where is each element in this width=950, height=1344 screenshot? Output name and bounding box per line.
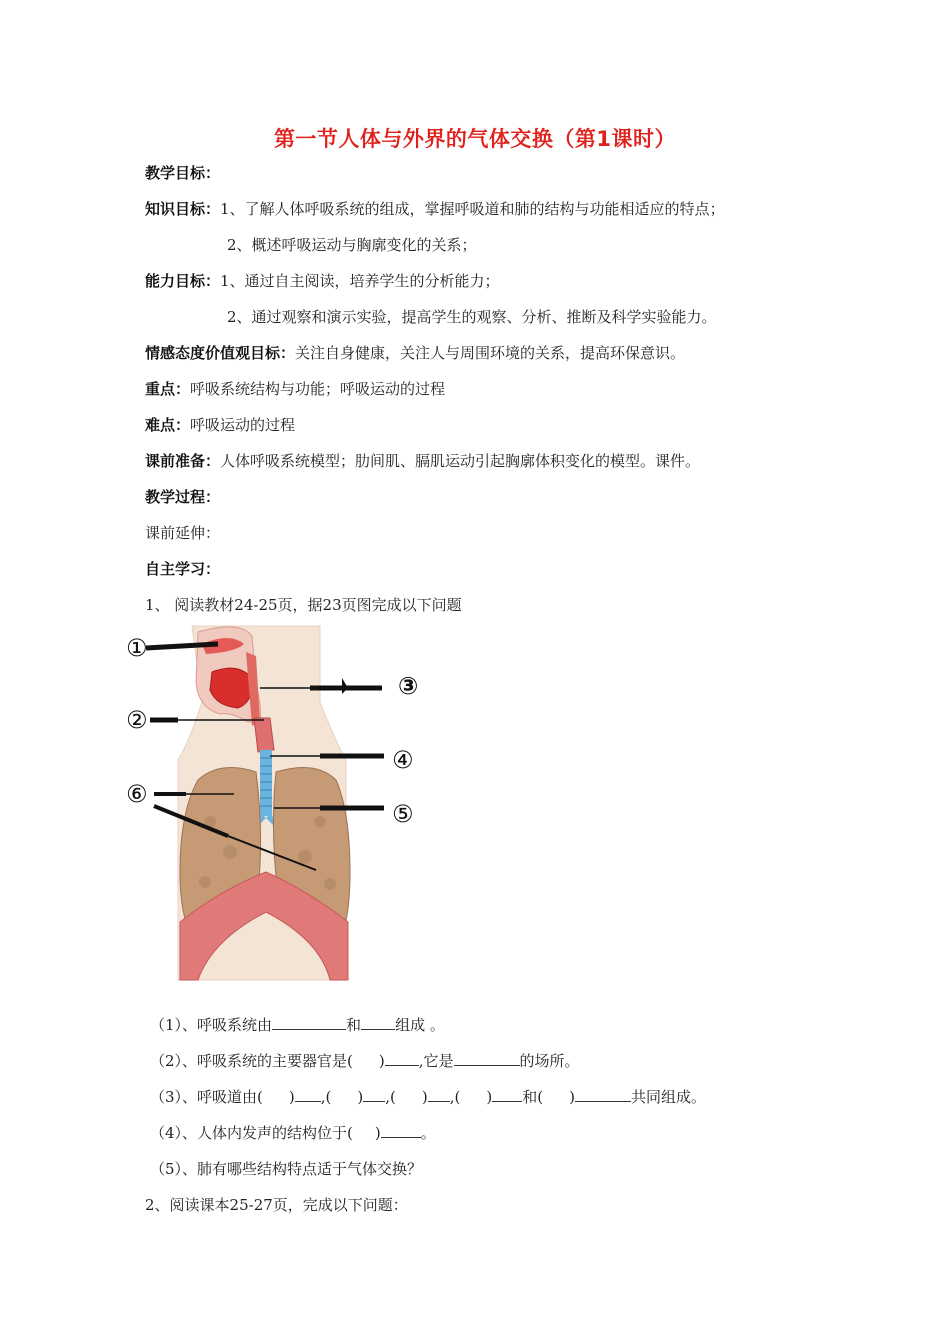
- difficulty-label: 难点：: [145, 416, 191, 434]
- question-2-start: （2）、呼吸系统的主要器官是(: [150, 1052, 353, 1070]
- emotion-goal: [145, 343, 685, 363]
- question-3: [150, 1087, 706, 1107]
- difficulty: [145, 415, 295, 435]
- difficulty-text: 呼吸运动的过程: [190, 416, 296, 434]
- preparation: [145, 451, 700, 471]
- question-3-start: （3）、呼吸道由(: [150, 1088, 263, 1106]
- key-point-label: 重点：: [145, 380, 191, 398]
- self-study-heading: [145, 559, 220, 579]
- emotion-goal-text: 关注自身健康，关注人与周围环境的关系，提高环保意识。: [295, 344, 686, 362]
- answer-blank[interactable]: [492, 1087, 522, 1102]
- figure-label-1: ①: [126, 634, 148, 662]
- respiratory-system-figure: [120, 622, 450, 984]
- question-1-end: 组成 。: [395, 1016, 445, 1034]
- question-1: [150, 1015, 445, 1035]
- answer-blank[interactable]: [295, 1087, 321, 1102]
- ability-goal-1: [145, 271, 500, 291]
- answer-blank[interactable]: [428, 1087, 450, 1102]
- question-3-end: 共同组成。: [630, 1088, 706, 1106]
- preparation-label: 课前准备：: [145, 452, 221, 470]
- knowledge-goal-1: [145, 199, 725, 219]
- figure-label-5: ⑤: [392, 800, 414, 828]
- answer-blank[interactable]: [272, 1015, 346, 1030]
- paren-close: ): [357, 1088, 364, 1106]
- figure-label-6: ⑥: [126, 780, 148, 808]
- paren-close: ): [486, 1088, 493, 1106]
- goals-heading-label: 教学目标：: [145, 164, 221, 182]
- question-4: [150, 1123, 436, 1143]
- comma-open: ,(: [385, 1088, 396, 1106]
- question-4-start: （4）、人体内发声的结构位于(: [150, 1124, 353, 1142]
- task-1-instruction: 1、 阅读教材24-25页，据23页图完成以下问题: [145, 596, 462, 614]
- knowledge-goal-1-text: 1、了解人体呼吸系统的组成，掌握呼吸道和肺的结构与功能相适应的特点；: [220, 200, 725, 218]
- comma-open: ,(: [320, 1088, 332, 1106]
- process-heading-label: 教学过程：: [145, 488, 221, 506]
- question-2-mid: ,它是: [418, 1052, 454, 1070]
- answer-blank[interactable]: [381, 1123, 421, 1138]
- key-point: [145, 379, 445, 399]
- ability-goal-2: 2、通过观察和演示实验，提高学生的观察、分析、推断及科学实验能力。: [227, 308, 717, 326]
- question-4-end: 。: [420, 1124, 436, 1142]
- key-point-text: 呼吸系统结构与功能；呼吸运动的过程: [190, 380, 446, 398]
- page-title: 第一节人体与外界的气体交换（第1课时）: [273, 127, 677, 151]
- answer-blank[interactable]: [385, 1051, 419, 1066]
- ability-goal-1-text: 1、通过自主阅读，培养学生的分析能力；: [220, 272, 500, 290]
- larynx: [254, 718, 274, 752]
- preparation-text: 人体呼吸系统模型；肋间肌、膈肌运动引起胸廓体积变化的模型。课件。: [220, 452, 701, 470]
- task-2-end: 完成以下问题：: [302, 1196, 408, 1214]
- question-5: （5）、肺有哪些结构特点适于气体交换？: [150, 1160, 423, 1178]
- question-2-end: 的场所。: [519, 1052, 580, 1070]
- emotion-goal-label: 情感态度价值观目标：: [145, 344, 296, 362]
- extension-heading: 课前延伸：: [145, 524, 221, 542]
- answer-blank[interactable]: [575, 1087, 631, 1102]
- task-2-start: 2、阅读课本25-27页，: [145, 1196, 303, 1214]
- task-2-instruction: [145, 1195, 408, 1215]
- figure-label-3: ③: [398, 672, 419, 700]
- process-heading: [145, 487, 220, 507]
- paren-close: ): [378, 1052, 385, 1070]
- question-1-start: （1）、呼吸系统由: [150, 1016, 273, 1034]
- paren-close: ): [288, 1088, 295, 1106]
- comma-open: ,(: [449, 1088, 461, 1106]
- paren-close: ): [374, 1124, 381, 1142]
- question-2: [150, 1051, 580, 1071]
- knowledge-goal-label: 知识目标：: [145, 200, 221, 218]
- he-open: 和(: [522, 1088, 544, 1106]
- paren-close: ): [421, 1088, 428, 1106]
- goals-heading: [145, 163, 220, 183]
- figure-label-4: ④: [392, 746, 414, 774]
- ability-goal-label: 能力目标：: [145, 272, 221, 290]
- knowledge-goal-2: 2、概述呼吸运动与胸廓变化的关系；: [227, 236, 477, 254]
- figure-label-2: ②: [126, 706, 148, 734]
- answer-blank[interactable]: [361, 1015, 395, 1030]
- self-study-label: 自主学习：: [145, 560, 221, 578]
- answer-blank[interactable]: [363, 1087, 385, 1102]
- paren-close: ): [569, 1088, 575, 1106]
- answer-blank[interactable]: [454, 1051, 520, 1066]
- question-1-and: 和: [346, 1016, 362, 1034]
